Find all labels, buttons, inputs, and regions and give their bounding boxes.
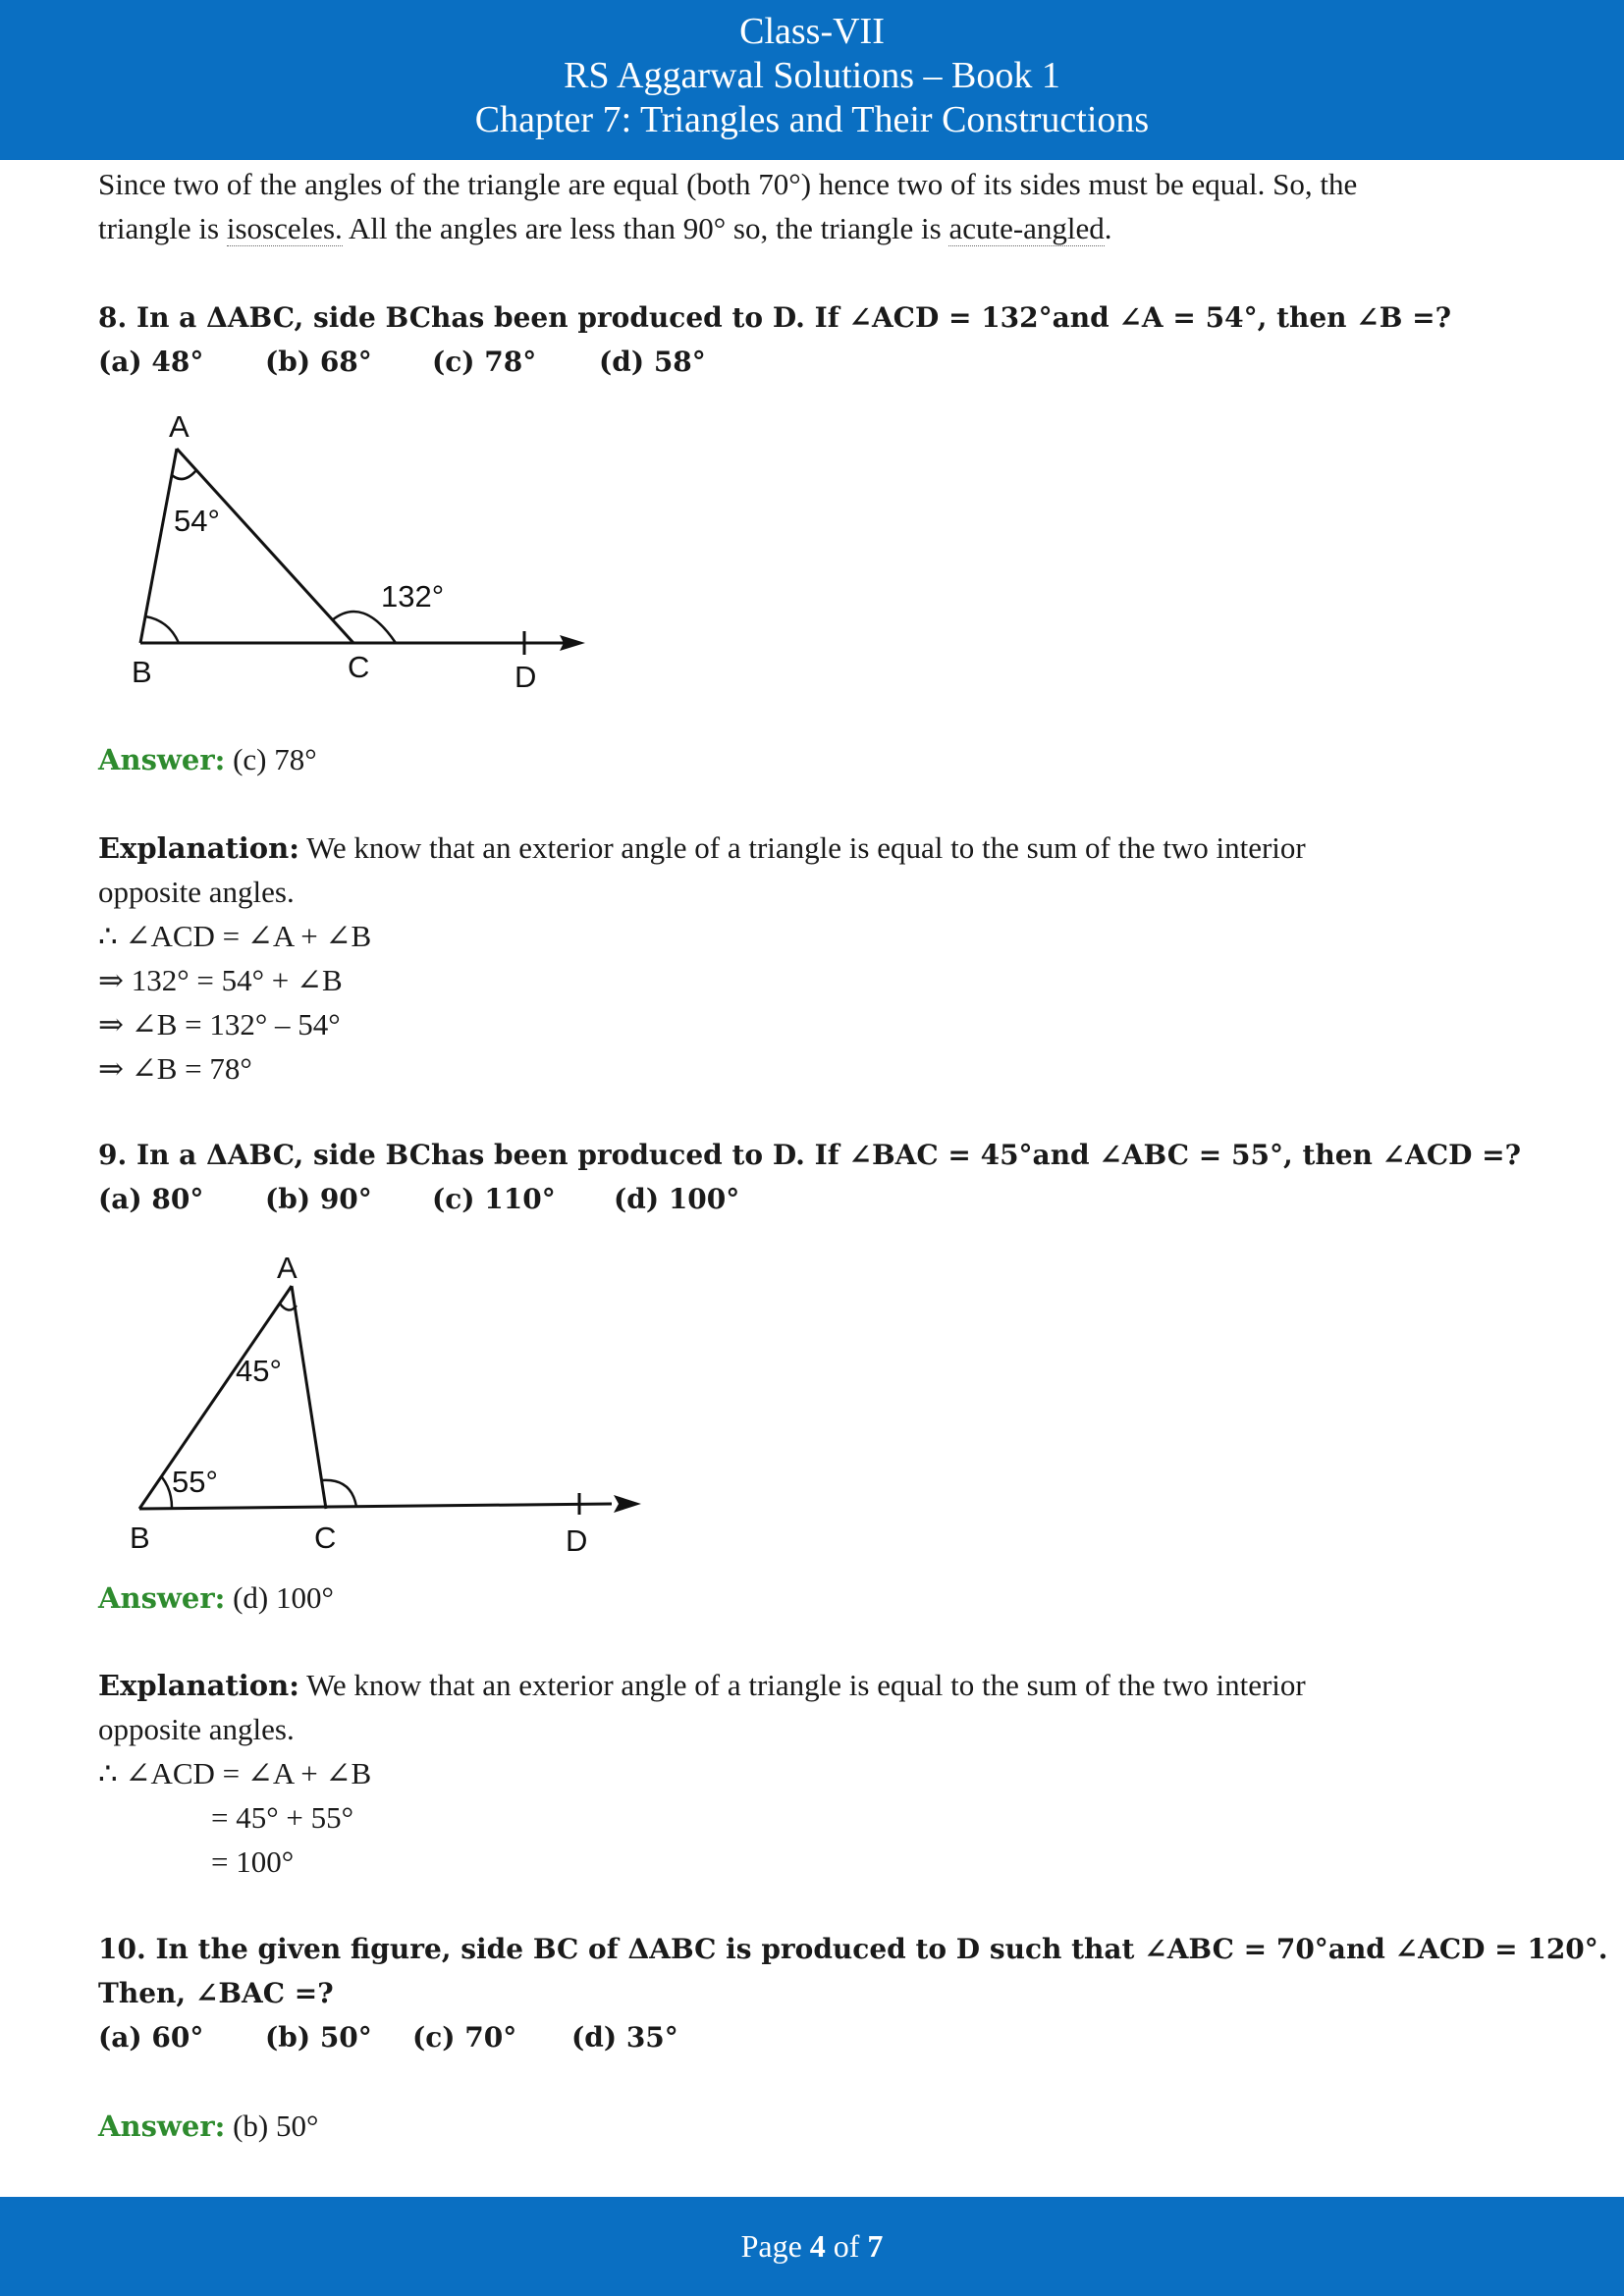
vertex-b-label: B bbox=[130, 1521, 150, 1555]
answer-label: Answer: bbox=[98, 1581, 226, 1615]
vertex-c-label: C bbox=[314, 1521, 337, 1555]
answer-label: Answer: bbox=[98, 2109, 226, 2143]
point-d-label: D bbox=[566, 1523, 588, 1558]
vertex-a-label: A bbox=[169, 409, 189, 444]
answer-label: Answer: bbox=[98, 743, 226, 776]
vertex-c-label: C bbox=[348, 650, 370, 684]
triangle-figure-9 bbox=[118, 1247, 648, 1571]
option-a: (a) 80° bbox=[98, 1183, 204, 1215]
triangle-figure-8 bbox=[118, 402, 599, 697]
intro-line-1: Since two of the angles of the triangle are equal (both 70°) hence two of its sides must be equal. So, the bbox=[98, 167, 1358, 201]
question-10: 10. In the given figure, side BC of ΔABC is produced to D such that ∠ABC = 70°and ∠ACD = 120°. bbox=[98, 1933, 1608, 1965]
option-d: (d) 100° bbox=[614, 1183, 740, 1215]
step-9-1: ∴ ∠ACD = ∠A + ∠B bbox=[98, 1756, 372, 1790]
exterior-angle-label: 132° bbox=[381, 579, 445, 614]
explanation-8-line-2: opposite angles. bbox=[98, 875, 295, 909]
step-8-3: ⇒ ∠B = 132° – 54° bbox=[98, 1007, 341, 1041]
explanation-8: Explanation: We know that an exterior angle of a triangle is equal to the sum of the two interior bbox=[98, 830, 1306, 865]
explanation-label: Explanation: bbox=[98, 1669, 299, 1702]
option-b: (b) 50° bbox=[265, 2021, 372, 2054]
total-pages: 7 bbox=[867, 2228, 884, 2264]
step-8-2: ⇒ 132° = 54° + ∠B bbox=[98, 963, 343, 997]
option-b: (b) 90° bbox=[265, 1183, 372, 1215]
question-8: 8. In a ΔABC, side BChas been produced to D. If ∠ACD = 132°and ∠A = 54°, then ∠B =? bbox=[98, 301, 1452, 334]
question-10-line-2: Then, ∠BAC =? bbox=[98, 1977, 334, 2009]
question-10-options bbox=[98, 2018, 678, 2057]
angle-b-label: 55° bbox=[172, 1465, 218, 1499]
option-a: (a) 48° bbox=[98, 346, 204, 378]
step-9-2: = 45° + 55° bbox=[211, 1800, 354, 1835]
angle-a-label: 54° bbox=[174, 504, 220, 538]
option-c: (c) 70° bbox=[412, 2021, 517, 2054]
header-class: Class-VII bbox=[739, 11, 885, 52]
answer-10: Answer: (b) 50° bbox=[98, 2109, 319, 2143]
page-header bbox=[0, 0, 1624, 160]
angle-a-label: 45° bbox=[236, 1354, 282, 1388]
answer-9: Answer: (d) 100° bbox=[98, 1580, 334, 1615]
vertex-b-label: B bbox=[132, 655, 152, 689]
option-d: (d) 35° bbox=[571, 2021, 678, 2054]
question-8-options bbox=[98, 343, 706, 382]
vertex-a-label: A bbox=[277, 1251, 298, 1285]
acute-angled-term: acute-angled bbox=[948, 211, 1105, 245]
question-9: 9. In a ΔABC, side BChas been produced to D. If ∠BAC = 45°and ∠ABC = 55°, then ∠ACD =? bbox=[98, 1139, 1522, 1171]
intro-line-2: triangle is isosceles. All the angles are less than 90° so, the triangle is acute-angled. bbox=[98, 211, 1112, 245]
option-a: (a) 60° bbox=[98, 2021, 204, 2054]
option-d: (d) 58° bbox=[599, 346, 706, 378]
header-book: RS Aggarwal Solutions – Book 1 bbox=[564, 55, 1060, 96]
isosceles-term: isosceles. bbox=[226, 211, 343, 245]
page-footer: Page 4 of 7 bbox=[0, 2197, 1624, 2296]
explanation-label: Explanation: bbox=[98, 831, 299, 865]
current-page: 4 bbox=[809, 2228, 826, 2264]
explanation-9: Explanation: We know that an exterior angle of a triangle is equal to the sum of the two interior bbox=[98, 1668, 1306, 1702]
step-9-3: = 100° bbox=[211, 1844, 295, 1879]
header-chapter: Chapter 7: Triangles and Their Constructions bbox=[474, 99, 1150, 140]
question-9-options bbox=[98, 1180, 739, 1219]
point-d-label: D bbox=[514, 660, 537, 694]
option-b: (b) 68° bbox=[265, 346, 372, 378]
option-c: (c) 110° bbox=[432, 1183, 556, 1215]
step-8-1: ∴ ∠ACD = ∠A + ∠B bbox=[98, 919, 372, 953]
option-c: (c) 78° bbox=[432, 346, 537, 378]
answer-8: Answer: (c) 78° bbox=[98, 742, 317, 776]
explanation-9-line-2: opposite angles. bbox=[98, 1712, 295, 1746]
step-8-4: ⇒ ∠B = 78° bbox=[98, 1051, 252, 1086]
